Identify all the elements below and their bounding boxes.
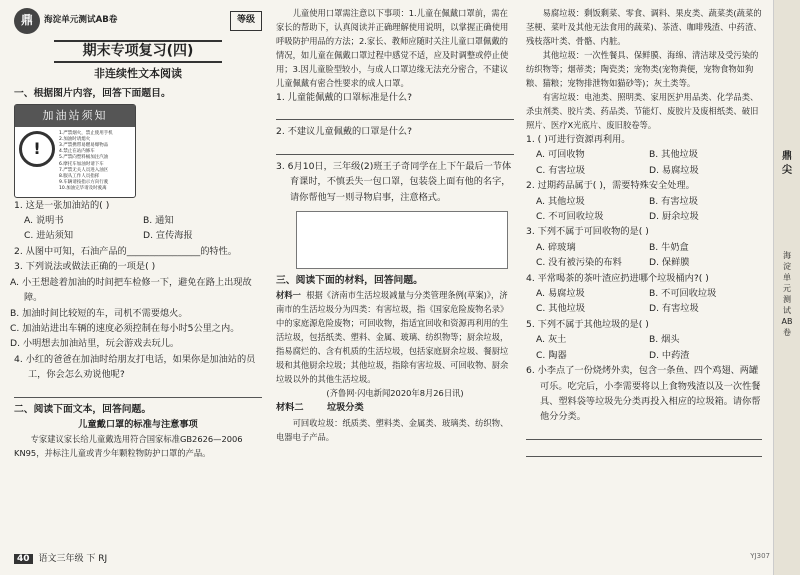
answer-line[interactable] xyxy=(14,385,262,398)
option[interactable]: B. 不可回收垃圾 xyxy=(649,288,717,300)
page-footer xyxy=(14,551,107,564)
option[interactable]: A. 其他垃圾 xyxy=(536,195,585,207)
sign-rule: 6.摩托车加油时请下车 xyxy=(59,161,104,167)
option[interactable]: A. 灰土 xyxy=(536,334,567,346)
option[interactable]: C. 有害垃圾 xyxy=(536,164,586,176)
page-title: 期末专项复习(四) xyxy=(54,40,222,63)
p3-q1-stem: 1. ( )可进行资源再利用。 xyxy=(526,134,631,145)
sign-rule: 1.严禁烟火，禁止使用手机 xyxy=(59,130,113,136)
part1-heading: 一、根据图片内容，回答下面题目。 xyxy=(14,87,171,99)
p1-q2: 2. 从图中可知，石油产品的________________的特性。 xyxy=(14,245,237,257)
part3-heading: 三、阅读下面的材料，回答问题。 xyxy=(276,275,423,287)
strip-brand: 鼎尖 xyxy=(782,151,792,176)
material1-text: 根据《济南市生活垃圾减量与分类管理条例(草案)》，济南市的生活垃圾分为四类：有害垃圾，指《国家危险废物名录》中的家庭源危险废物；可回收物，指适宜回收和资源再利用的生活垃圾，包括纸类、塑料、金属、玻璃、纺织物等；厨余垃圾，指易腐烂的、含有机质的生活垃圾，包括家庭厨余垃圾、餐厨垃圾和其他厨余垃圾；其他垃圾，指除有害垃圾、可回收物、厨余垃圾以外的其他生活垃圾。 xyxy=(276,290,509,385)
option[interactable]: A. 小王想趁着加油的时间把车检修一下，避免在路上出现故障。 xyxy=(10,276,252,304)
answer-line[interactable] xyxy=(276,142,514,155)
material2-recyclable: 可回收垃圾：纸质类、塑料类、金属类、玻璃类、纺织物、电器电子产品。 xyxy=(276,417,509,442)
p3-q2-stem: 2. 过期药品属于( )，需要特殊安全处理。 xyxy=(526,180,695,192)
sign-rule: 7.严禁无关人员进入油区 xyxy=(59,167,109,173)
material2-perishable: 易腐垃圾：剩饭剩菜、零食、调料、果皮类、蔬菜类(蔬菜的茎梗、菜叶及其他无法食用的蔬菜)、茶渣、咖啡残渣、中药渣、残枝落叶类、骨骼、内脏。 xyxy=(526,8,762,46)
sign-rule: 2.加油时请熄火 xyxy=(59,136,91,142)
p2-q1: 1. 儿童能佩戴的口罩标准是什么? xyxy=(276,92,412,103)
answer-line[interactable] xyxy=(526,444,762,457)
sign-title: 加油站须知 xyxy=(15,105,135,126)
material2-hazardous: 有害垃圾：电池类、照明类、家用医护用品类、化学品类、杀虫剂类、胶片类、药品类、节能灯、废胶片及废相纸类、破旧照片、医疗X光底片、废旧胶卷等。 xyxy=(526,92,759,130)
option[interactable]: A. 碎玻璃 xyxy=(536,241,576,253)
option[interactable]: B. 有害垃圾 xyxy=(649,195,698,207)
column-left xyxy=(10,6,262,460)
p2-q3: 3. 6月10日，三年级(2)班王子奇同学在上下午最后一节体育课时，不慎丢失一包口罩，包装袋上面有他的名字，请你帮他写一则寻物启事，注意格式。 xyxy=(276,160,512,203)
material2-label: 材料二 xyxy=(276,402,304,414)
option[interactable]: A. 说明书 xyxy=(24,215,64,227)
option[interactable]: B. 加油时间比较短的车，司机不需要熄火。 xyxy=(10,307,188,319)
option[interactable]: D. 宣传海报 xyxy=(143,230,193,242)
brand-name: 海淀单元测试AB卷 xyxy=(44,15,118,26)
sign-rule: 4.禁止在站内修车 xyxy=(59,149,95,155)
option[interactable]: C. 不可回收垃圾 xyxy=(536,211,604,223)
subject-label: 语文三年级 下 RJ xyxy=(38,554,108,564)
p2-q2: 2. 不建议儿童佩戴的口罩是什么? xyxy=(276,126,412,138)
option[interactable]: C. 陶器 xyxy=(536,349,567,361)
p1-q4: 4. 小红的爸爸在加油时给朋友打电话，如果你是加油站的员工，你会怎么劝说他呢? xyxy=(14,353,256,381)
p3-q3-stem: 3. 下列不属于可回收物的是( ) xyxy=(526,226,649,238)
article-paragraph: 专家建议家长给儿童戴选用符合国家标准GB2626—2006 KN95，并标注儿童或青少年颗粒物防护口罩的产品。 xyxy=(14,434,243,459)
part2-heading: 二、阅读下面文本，回答问题。 xyxy=(14,403,152,415)
option[interactable]: D. 小明想去加油站里，玩会游戏去玩儿。 xyxy=(10,338,180,350)
strip-subtitle: 海淀单元测试AB卷 xyxy=(781,251,793,337)
option[interactable]: C. 加油站进出车辆的速度必须控制在每小时5公里之内。 xyxy=(10,322,240,334)
page-subtitle: 非连续性文本阅读 xyxy=(94,67,182,81)
option[interactable]: D. 中药渣 xyxy=(649,349,690,361)
material1-source: (齐鲁网·闪电新闻2020年8月26日讯) xyxy=(326,388,464,399)
column-right xyxy=(526,6,762,461)
p3-q5-stem: 5. 下列不属于其他垃圾的是( ) xyxy=(526,318,649,330)
article-paragraph: 儿童使用口罩需注意以下事项：1.儿童在佩戴口罩前，需在家长的帮助下，认真阅读并正确理解使用说明，以掌握正确使用呼吸防护用品的方法；2.家长、教师应随时关注儿童口罩佩戴的情况，如儿童在佩戴口罩过程中感觉不适，应及时调整或停止使用；3.因儿童脸型较小，与成人口罩边缘无法充分密合，不建议儿童佩戴有密合性要求的成人口罩。 xyxy=(276,8,509,88)
p3-q6: 6. 小李点了一份烧烤外卖，包含一条鱼、四个鸡翅、两罐可乐。吃完后，小李需要将以上食物残渣以及一次性餐具、塑料袋等垃圾先分类再投入相应的垃圾箱。请你帮他分分类。 xyxy=(526,365,761,423)
gas-station-sign xyxy=(14,104,136,197)
option[interactable]: B. 牛奶盒 xyxy=(649,241,689,253)
sign-rule: 10.加油完毕请及时驶离 xyxy=(59,186,107,192)
option[interactable]: A. 可回收物 xyxy=(536,149,585,161)
corner-code: YJ307 xyxy=(750,552,770,560)
brand-header xyxy=(14,6,262,36)
option[interactable]: B. 其他垃圾 xyxy=(649,149,698,161)
material2-title: 垃圾分类 xyxy=(326,402,364,414)
answer-line[interactable] xyxy=(526,427,762,440)
sign-rule: 5.严禁向塑料桶加注汽油 xyxy=(59,155,109,161)
option[interactable]: D. 有害垃圾 xyxy=(649,303,699,315)
option[interactable]: D. 保鲜膜 xyxy=(649,257,690,269)
p1-q3-stem: 3. 下列说法或做法正确的一项是( ) xyxy=(14,261,156,273)
sign-rule: 9.车辆请按指示方向行驶 xyxy=(59,180,109,186)
option[interactable]: C. 其他垃圾 xyxy=(536,303,586,315)
option[interactable]: A. 易腐垃圾 xyxy=(536,288,585,300)
article-title: 儿童戴口罩的标准与注意事项 xyxy=(78,418,198,430)
sign-rules-list xyxy=(59,131,113,193)
option[interactable]: D. 厨余垃圾 xyxy=(649,211,699,223)
sign-rule: 3.严禁携带易燃易爆物品 xyxy=(59,143,109,149)
p3-q4-stem: 4. 平常喝茶的茶叶渣应扔进哪个垃圾桶内?( ) xyxy=(526,272,709,284)
sign-rule: 8.服从工作人员指挥 xyxy=(59,174,100,180)
material2-other: 其他垃圾：一次性餐具、保鲜膜、海绵、清洁球及受污染的纺织物等；烟蒂类；陶瓷类；宠物类(宠物粪便，宠物食物如狗粮、猫粮；宠物排泄物如猫砂等)；灰土类等。 xyxy=(526,50,759,88)
page-number: 40 xyxy=(14,554,33,564)
option[interactable]: C. 进站须知 xyxy=(24,230,74,242)
warning-icon: ! xyxy=(19,131,55,167)
answer-line[interactable] xyxy=(276,107,514,120)
option[interactable]: C. 没有被污染的布料 xyxy=(536,257,622,269)
option[interactable]: B. 通知 xyxy=(143,215,174,227)
lost-notice-writing-box[interactable] xyxy=(296,211,508,269)
material1-label: 材料一 xyxy=(276,290,301,301)
option[interactable]: D. 易腐垃圾 xyxy=(649,164,699,176)
column-middle xyxy=(276,6,514,444)
grade-box: 等级 xyxy=(230,11,262,30)
p1-q1-stem: 1. 这是一张加油站的( ) xyxy=(14,199,110,211)
option[interactable]: B. 烟头 xyxy=(649,334,680,346)
side-strip xyxy=(773,0,800,575)
brand-logo-icon: 鼎 xyxy=(14,8,40,34)
